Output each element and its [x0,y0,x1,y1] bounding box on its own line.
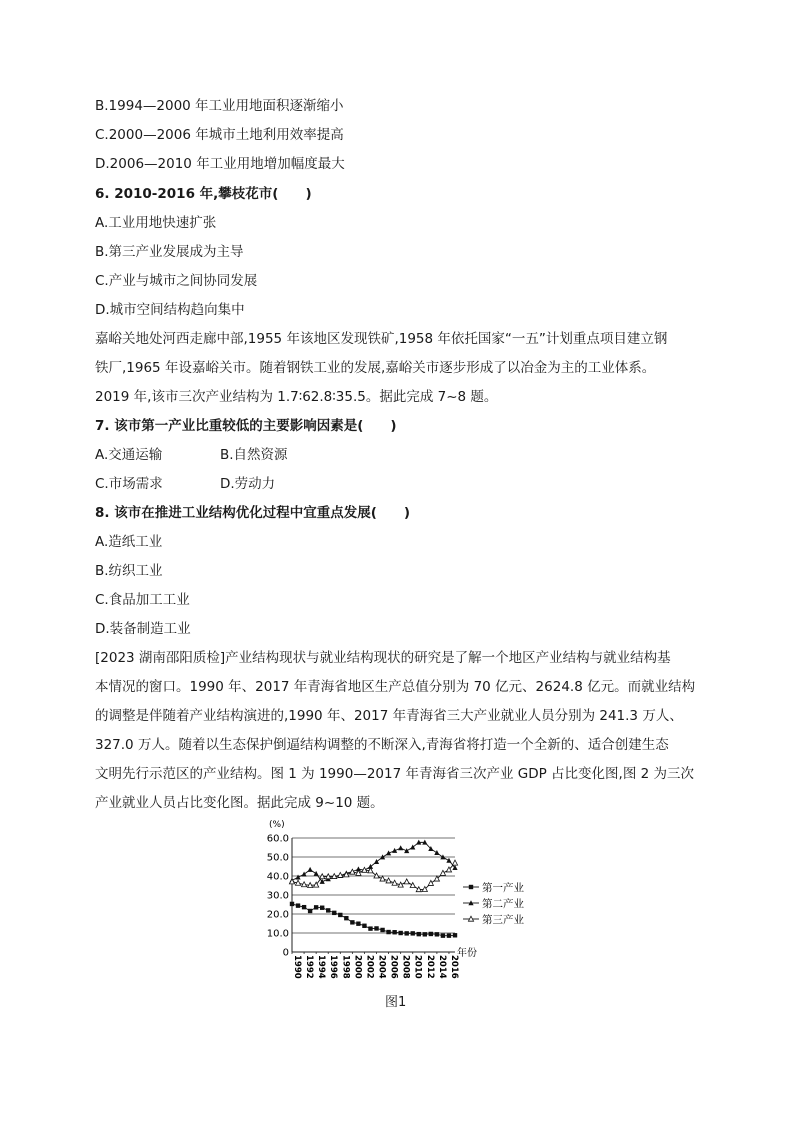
option-line: B.第三产业发展成为主导 [95,244,244,260]
y-tick-label: 0 [282,947,289,959]
passage-line: 产业就业人员占比变化图。据此完成 9~10 题。 [95,795,384,811]
passage-line: 文明先行示范区的产业结构。图 1 为 1990—2017 年青海省三次产业 GDP 占比变化图,图 2 为三次 [95,766,695,782]
x-tick-label: 2004 [376,955,387,979]
data-point [314,871,319,876]
passage-qinghai [95,644,695,818]
x-tick-label: 1996 [328,955,339,979]
x-tick-label: 2006 [388,955,399,979]
legend-marker [469,885,473,889]
data-point [398,931,402,935]
data-point [362,924,366,928]
x-tick-label: 2012 [424,955,435,979]
data-point [404,848,409,853]
data-point [453,933,457,937]
passage-line: 本情况的窗口。1990 年、2017 年青海省地区生产总值分别为 70 亿元、2624.8 亿元。而就业结构 [95,679,696,695]
y-tick-label: 10.0 [266,928,289,940]
x-tick-label: 1994 [316,955,327,979]
option-line: B.1994—2000 年工业用地面积逐渐缩小 [95,98,344,114]
option-line: C.食品加工工业 [95,592,190,608]
option-line: C.2000—2006 年城市土地利用效率提高 [95,127,344,143]
data-point [405,931,409,935]
data-point [332,911,336,915]
option-line: D.2006—2010 年工业用地增加幅度最大 [95,156,345,172]
data-point [301,871,306,876]
x-tick-label: 1998 [340,955,351,979]
y-tick-label: 40.0 [266,871,289,883]
legend-label: 第一产业 [482,882,524,894]
y-tick-label: 30.0 [266,890,289,902]
data-point [404,879,409,884]
data-point [423,932,427,936]
y-tick-label: 60.0 [266,833,289,845]
gdp-share-line-chart [255,815,545,990]
option-line: B.纺织工业 [95,563,163,579]
passage-line: 的调整是伴随着产业结构演进的,1990 年、2017 年青海省三大产业就业人员分别为 241.3 万人、 [95,708,683,724]
question-7: 7. 该市第一产业比重较低的主要影响因素是( ) [95,418,397,434]
option-a: A.交通运输 [95,447,163,463]
passage-line: 327.0 万人。随着以生态保护倒逼结构调整的不断深入,青海省将打造一个全新的、适合创建生态 [95,737,669,753]
option-line: D.城市空间结构趋向集中 [95,302,245,318]
data-point [314,905,318,909]
y-tick-label: 50.0 [266,852,289,864]
data-point [350,920,354,924]
data-point [368,926,372,930]
option-b: B.自然资源 [220,447,288,463]
data-point [440,870,445,875]
option-d: D.劳动力 [220,476,276,492]
data-point [308,867,313,872]
data-point [411,931,415,935]
option-line: D.装备制造工业 [95,621,191,637]
x-tick-label: 1992 [304,955,315,979]
x-tick-label: 2010 [412,955,423,979]
x-tick-label: 2016 [448,955,459,979]
passage-jiayuguan [95,325,695,412]
x-axis-label: 年份 [457,948,477,959]
data-point [290,902,294,906]
data-point [320,906,324,910]
data-point [295,875,300,880]
option-line: A.造纸工业 [95,534,163,550]
passage-line: 2019 年,该市三次产业结构为 1.7∶62.8∶35.5。据此完成 7~8 题。 [95,389,498,405]
x-tick-label: 2000 [352,955,363,979]
x-tick-label: 2002 [364,955,375,979]
question-6: 6. 2010-2016 年,攀枝花市( ) [95,186,312,202]
data-point [429,932,433,936]
data-point [392,930,396,934]
data-point [374,859,379,864]
option-line [95,446,288,464]
data-point [452,860,457,865]
legend-label: 第三产业 [482,914,524,926]
data-point [380,928,384,932]
x-tick-label: 2008 [400,955,411,979]
data-point [296,903,300,907]
y-tick-label: 20.0 [266,909,289,921]
x-tick-label: 2014 [436,955,447,979]
data-point [435,932,439,936]
data-point [326,908,330,912]
option-line: C.产业与城市之间协同发展 [95,273,258,289]
data-point [380,876,385,881]
option-line [95,475,276,493]
data-point [428,880,433,885]
data-point [434,850,439,855]
passage-line: 铁厂,1965 年设嘉峪关市。随着钢铁工业的发展,嘉峪关市逐步形成了以冶金为主的工业体系。 [95,360,656,376]
data-point [374,926,378,930]
data-point [441,933,445,937]
data-point [447,933,451,937]
passage-line: [2023 湖南邵阳质检]产业结构现状与就业结构现状的研究是了解一个地区产业结构与就业结构基 [95,650,671,666]
data-point [410,883,415,888]
data-point [417,932,421,936]
option-c: C.市场需求 [95,476,163,492]
data-point [386,930,390,934]
figure-caption: 图1 [385,995,407,1010]
passage-line: 嘉峪关地处河西走廊中部,1955 年该地区发现铁矿,1958 年依托国家“一五”计划重点项目建立钢 [95,331,668,347]
data-point [392,848,397,853]
data-point [308,909,312,913]
x-tick-label: 1990 [292,955,302,979]
question-8: 8. 该市在推进工业结构优化过程中宜重点发展( ) [95,505,411,521]
data-point [302,905,306,909]
legend-label: 第二产业 [482,898,524,910]
y-unit-label: (%) [269,820,285,830]
data-point [338,913,342,917]
data-point [356,921,360,925]
data-point [398,845,403,850]
data-point [446,858,451,863]
option-line: A.工业用地快速扩张 [95,215,217,231]
data-point [344,916,348,920]
